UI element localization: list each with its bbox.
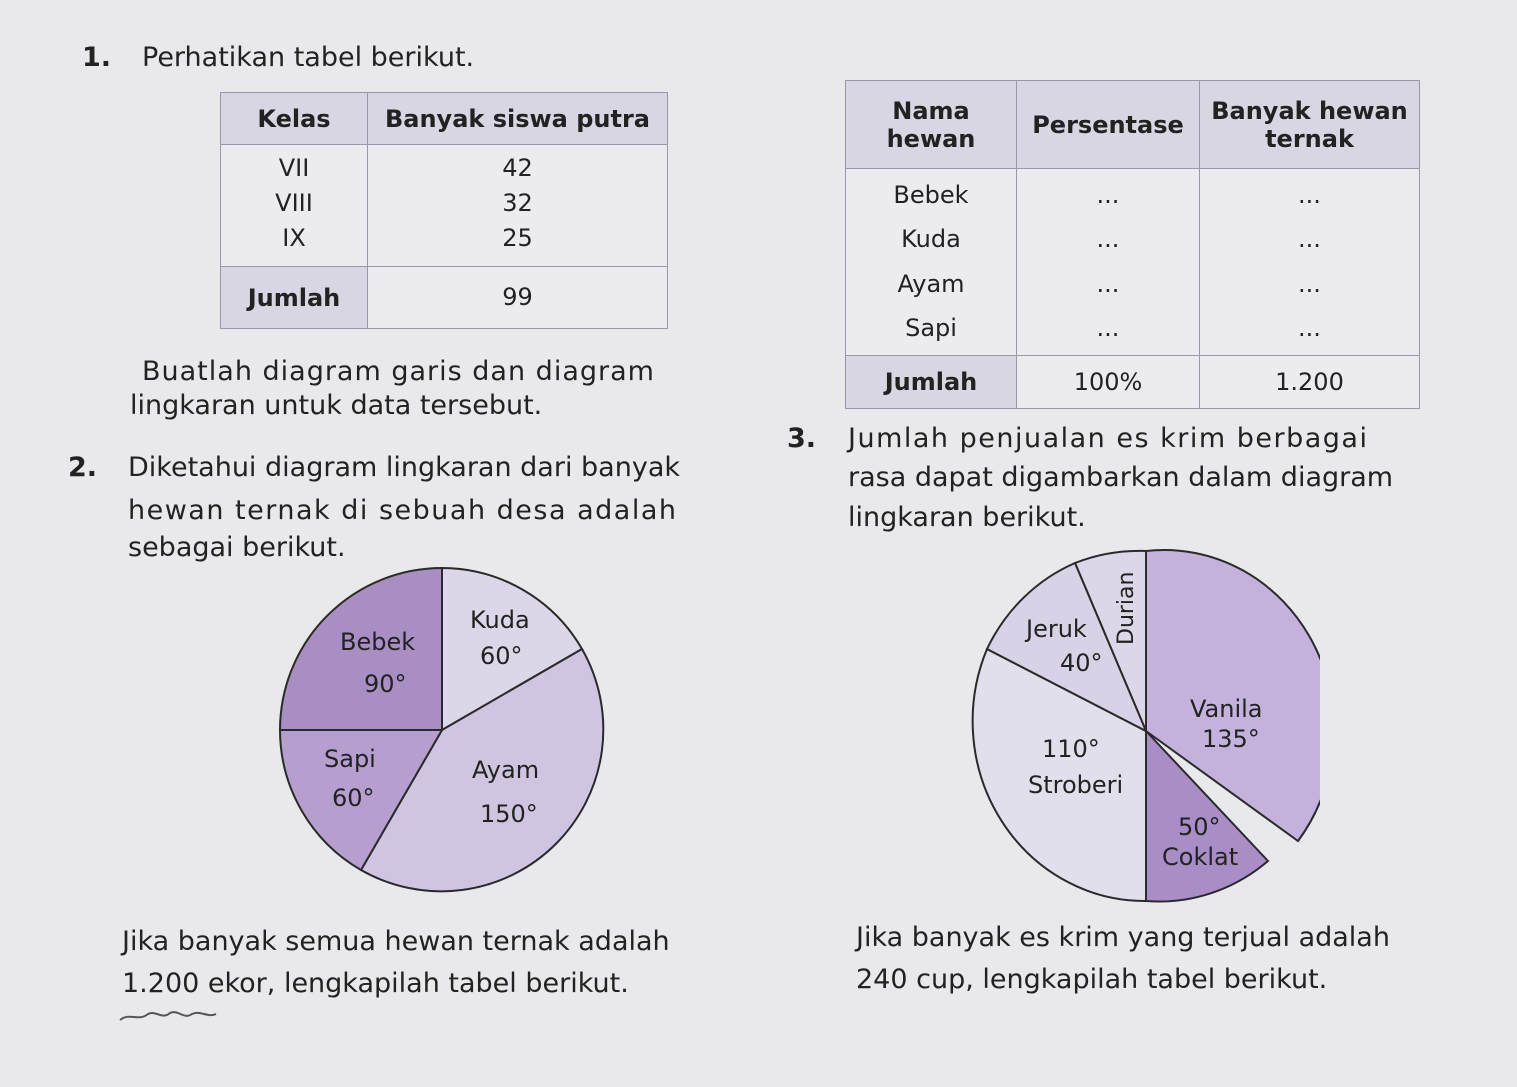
slice-label-kuda: Kuda bbox=[470, 606, 530, 634]
count-cell: ... bbox=[1298, 314, 1321, 343]
count-cell: 32 bbox=[502, 188, 533, 217]
slice-value-kuda: 60° bbox=[480, 642, 523, 670]
total-label: Jumlah bbox=[846, 355, 1017, 408]
slice-label-jeruk: Jeruk bbox=[1026, 615, 1087, 643]
slice-label-stroberi: Stroberi bbox=[1028, 771, 1124, 799]
slice-label-ayam: Ayam bbox=[472, 756, 540, 784]
q3-line1: Jumlah penjualan es krim berbagai bbox=[848, 423, 1369, 454]
slice-value-coklat: 50° bbox=[1178, 813, 1221, 841]
class-column bbox=[221, 145, 368, 267]
q1-instruction-line2: lingkaran untuk data tersebut. bbox=[130, 390, 543, 421]
total-label: Jumlah bbox=[221, 267, 368, 329]
livestock-pie-chart bbox=[270, 560, 620, 900]
count-cell: 25 bbox=[502, 223, 533, 252]
slice-label-coklat: Coklat bbox=[1162, 843, 1239, 871]
table-header: Nama hewan bbox=[846, 81, 1017, 169]
class-cell: IX bbox=[282, 223, 306, 252]
q2-line2: hewan ternak di sebuah desa adalah bbox=[128, 495, 678, 526]
slice-label-durian: Durian bbox=[1114, 571, 1139, 645]
class-cell: VII bbox=[278, 154, 310, 182]
count-cell: ... bbox=[1298, 269, 1321, 298]
q3-closing-line2: 240 cup, lengkapilah tabel berikut. bbox=[856, 964, 1328, 995]
slice-label-bebek: Bebek bbox=[340, 628, 416, 656]
count-cell: 42 bbox=[502, 154, 533, 182]
animal-cell: Sapi bbox=[905, 314, 957, 343]
q1-instruction-line1: Buatlah diagram garis dan diagram bbox=[142, 356, 655, 387]
q1-number: 1. bbox=[82, 42, 112, 73]
table-header: Kelas bbox=[221, 93, 368, 145]
slice-value-sapi: 60° bbox=[332, 784, 375, 812]
slice-value-vanila: 135° bbox=[1202, 725, 1260, 753]
total-percent: 100% bbox=[1017, 355, 1200, 408]
count-column bbox=[368, 145, 668, 267]
table-header: Banyak siswa putra bbox=[368, 93, 668, 145]
q1-intro: Perhatikan tabel berikut. bbox=[142, 42, 475, 73]
slice-value-bebek: 90° bbox=[364, 670, 407, 698]
percent-cell: ... bbox=[1096, 181, 1120, 209]
class-cell: VIII bbox=[275, 188, 313, 217]
table-header: Persentase bbox=[1017, 81, 1200, 169]
percent-column bbox=[1017, 169, 1200, 356]
handwritten-scribble bbox=[118, 1008, 218, 1024]
total-count: 1.200 bbox=[1200, 355, 1420, 408]
q2-line1: Diketahui diagram lingkaran dari banyak bbox=[128, 452, 680, 483]
slice-value-ayam: 150° bbox=[480, 800, 538, 828]
slice-value-jeruk: 40° bbox=[1060, 649, 1103, 677]
class-students-table bbox=[220, 92, 668, 329]
q3-closing-line1: Jika banyak es krim yang terjual adalah bbox=[856, 922, 1390, 953]
animal-cell: Ayam bbox=[897, 269, 965, 298]
count-cell: ... bbox=[1298, 225, 1321, 254]
total-value: 99 bbox=[368, 267, 668, 329]
ice-cream-pie-chart bbox=[970, 545, 1320, 907]
percent-cell: ... bbox=[1096, 225, 1120, 254]
q3-line3: lingkaran berikut. bbox=[848, 502, 1086, 533]
q2-closing-line2: 1.200 ekor, lengkapilah tabel berikut. bbox=[122, 968, 629, 999]
livestock-table bbox=[845, 80, 1420, 409]
table-header: Banyak hewan ternak bbox=[1200, 81, 1420, 169]
q2-closing-line1: Jika banyak semua hewan ternak adalah bbox=[122, 926, 670, 957]
slice-value-stroberi: 110° bbox=[1042, 735, 1100, 763]
slice-label-sapi: Sapi bbox=[324, 745, 376, 773]
q2-number: 2. bbox=[68, 452, 98, 483]
count-cell: ... bbox=[1298, 181, 1321, 209]
animal-column bbox=[846, 169, 1017, 356]
q3-number: 3. bbox=[787, 423, 817, 454]
animal-cell: Bebek bbox=[893, 181, 969, 209]
slice-label-vanila: Vanila bbox=[1190, 695, 1263, 723]
count-column bbox=[1200, 169, 1420, 356]
percent-cell: ... bbox=[1096, 269, 1120, 298]
percent-cell: ... bbox=[1096, 314, 1120, 343]
q3-line2: rasa dapat digambarkan dalam diagram bbox=[848, 462, 1394, 493]
q2-line3: sebagai berikut. bbox=[128, 532, 346, 563]
animal-cell: Kuda bbox=[901, 225, 961, 254]
